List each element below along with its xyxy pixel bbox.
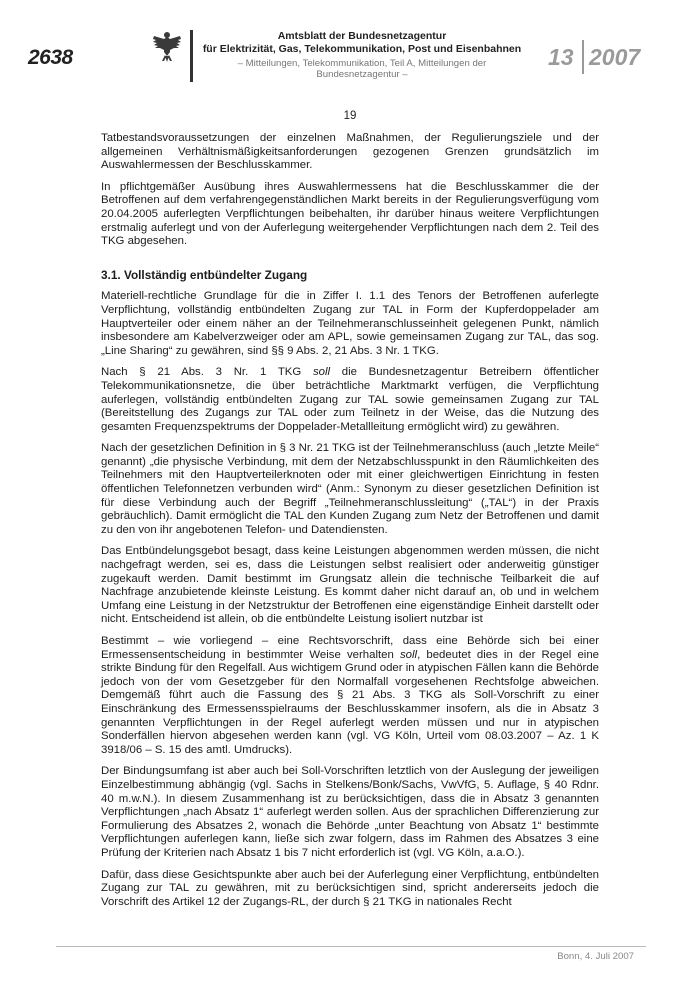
header-page-number: 2638 — [28, 46, 73, 69]
issue-year: 2007 — [589, 44, 641, 70]
publication-subtitle: – Mitteilungen, Telekommunikation, Teil A, Mitteilungen der Bundesnetzagentur – — [237, 58, 487, 80]
footer-rule — [56, 946, 646, 947]
paragraph-7-emphasis: soll — [399, 648, 418, 661]
paragraph-7-part2: , bedeutet dies in der Regel eine strikte Bindung für den Regelfall. Aus wichtigem Grund oder in atypischen Fällen kann die Behörde jedoch von der vom Gesetzgeber für den Normalfall vorgesehenen Rechtsfolge abweichen. Demgemäß führt auch die Fassung des § 21 Abs. 3 TKG als Soll-Vorschrift zu einer Einschränkung des Ermessensspielraums der Beschlusskammer insofern, als die in Absatz 3 genannten Verpflichtungen in der Regel auferlegt werden müssen und nur in atypischen Sonderfällen hiervon abgesehen werden kann (vgl. VG Köln, Urteil vom 08.03.2007 – Az. 1 K 3918/06 – S. 15 des amtl. Umdrucks). — [101, 648, 599, 756]
paragraph-9: Dafür, dass diese Gesichtspunkte aber auch bei der Auferlegung einer Verpflichtung, entbündelten Zugang zur TAL zu gewähren, mit zu berücksichtigen sind, spricht andererseits jedoch die Vorschrift des Artikel 12 der Zugangs-RL, der durch § 21 TKG in nationales Recht — [101, 868, 599, 908]
publication-title-line1: Amtsblatt der Bundesnetzagentur — [277, 30, 447, 42]
paragraph-5: Nach der gesetzlichen Definition in § 3 Nr. 21 TKG ist der Teilnehmeranschluss (auch „letzte Meile“ genannt) „die physische Verbindung, mit dem der Netzabschlusspunkt in den Räumlichkeiten des Teilnehmers mit den Hauptverteilerknoten oder mit einer gleichwertigen Einrichtung in festen öffentlichen Telefonnetzen verbunden wird“ (Anm.: Synonym zu dieser gesetzlichen Definition ist für diese Verbindung auch der Begriff „Teilnehmeranschlussleitung“ („TAL“) in der Praxis gebräuchlich). Damit ermöglicht die TAL den Kunden Zugang zum Netz der Betroffenen und damit zu den von ihr angebotenen Telefon- und Datendiensten. — [101, 442, 599, 536]
footer-date: Bonn, 4. Juli 2007 — [557, 951, 634, 962]
publication-title-line2: für Elektrizität, Gas, Telekommunikation, Post und Eisenbahnen — [202, 43, 522, 55]
paragraph-4-part2: die Bundesnetzagentur Betreibern öffentlicher Telekommunikationsnetze, die über beträchtliche Marktmarkt verfügen, die Verpflichtung auferlegen, vollständig entbündelten Zugang zur TAL sowie gemeinsamen Zugang zur TAL (Bereitstellung des Zugangs zur TAL oder zum Teilnetz in der Weise, das die Nutzung des gesamten Frequenzspektrums der Doppelader-Metallleitung ermöglicht wird) zu gewähren. — [101, 366, 599, 433]
paragraph-7-part1: Bestimmt – wie vorliegend – eine Rechtsvorschrift, dass eine Behörde sich bei einer Ermessensentscheidung in bestimmter Weise verhalten — [101, 635, 599, 661]
paragraph-2: In pflichtgemäßer Ausübung ihres Auswahlermessens hat die Beschlusskammer die der Betroffenen auf dem verfahrengegenständlichen Markt bereits in der Regulierungsverfügung vom 20.04.2005 auferlegten Verpflichtungen beibehalten, ihr darüber hinaus weitere Verpflichtungen erstmalig auferlegt und von der Auferlegung weitergehender Verpflichtungen nach dem 2. Teil des TKG abgesehen. — [101, 180, 599, 248]
section-heading: 3.1. Vollständig entbündelter Zugang — [101, 267, 308, 282]
header-divider-right — [582, 40, 584, 74]
header-divider-left — [190, 30, 193, 82]
federal-eagle-icon — [152, 30, 182, 64]
paragraph-3: Materiell-rechtliche Grundlage für die in Ziffer I. 1.1 des Tenors der Betroffenen auferlegte Verpflichtung, vollständig entbündelten Zugang zur TAL in Form der Kupferdoppelader am Hauptverteiler oder einem näher an der Teilnehmeranschlusseinheit gelegenen Punkt, nämlich insbesondere am Kabelverzweiger oder am APL, sowie gemeinsamen Zugang zur TAL, das sog. „Line Sharing“ zu gewähren, sind §§ 9 Abs. 2, 21 Abs. 3 Nr. 1 TKG. — [101, 290, 599, 357]
document-body — [101, 132, 599, 917]
issue-number: 13 — [548, 44, 574, 70]
paragraph-1: Tatbestandsvoraussetzungen der einzelnen Maßnahmen, der Regulierungsziele und der allgemeinen Verhältnismäßigkeitsanforderungen gezogenen Grenzen grundsätzlich im Auswahlermessen der Beschlusskammer. — [101, 132, 599, 172]
paragraph-7 — [101, 635, 599, 757]
paragraph-6: Das Entbündelungsgebot besagt, dass keine Leistungen abgenommen werden müssen, die nicht nachgefragt werden, sei es, dass die Leistungen selbst realisiert oder anderweitig günstiger zugekauft werden. Damit bestimmt im Grungsatz allein die technische Teilbarkeit die auf Nachfrage anzubietende kleinste Leistung. Es kommt daher nicht darauf an, ob und in welchem Umfang eine Leistung in der Netzstruktur der Betroffenen eine eigenständige Einheit darstellt oder nicht. Entscheidend ist allein, ob die entbündelte Leistung isoliert nutzbar ist — [101, 545, 599, 626]
paragraph-4-part1: Nach § 21 Abs. 3 Nr. 1 TKG — [101, 366, 313, 379]
document-page-number: 19 — [343, 110, 357, 122]
paragraph-4 — [101, 366, 599, 434]
paragraph-4-emphasis: soll — [312, 366, 331, 379]
page-header — [0, 0, 700, 90]
paragraph-8: Der Bindungsumfang ist aber auch bei Soll-Vorschriften letztlich von der Auslegung der jeweiligen Einzelbestimmung abhängig (vgl. Sachs in Stelkens/Bonk/Sachs, VwVfG, 5. Auflage, § 40 Rdnr. 40 m.w.N.). In diesem Zusammenhang ist zu berücksichtigen, dass die in Absatz 3 genannten Verpflichtungen „nach Absatz 1“ auferlegt werden sollen. Aus der sprachlichen Differenzierung zur Formulierung des Absatzes 2, wonach die Behörde „unter Beachtung von Absatz 1“ bestimmte Verpflichtungen auferlegen kann, ließe sich zwar folgern, dass im Rahmen des Absatzes 3 eine Prüfung der Kriterien nach Absatz 1 bis 7 nicht erforderlich ist (vgl. VG Köln, a.a.O.). — [101, 765, 599, 859]
